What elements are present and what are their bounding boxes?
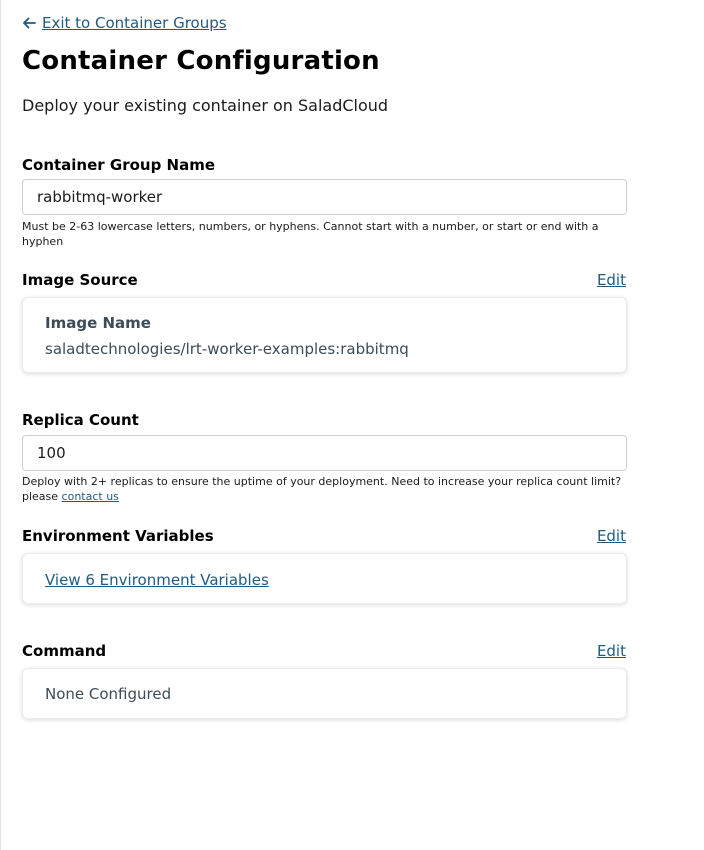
view-environment-variables-link[interactable]: View 6 Environment Variables [45, 571, 269, 589]
container-group-name-help: Must be 2-63 lowercase letters, numbers, or hyphens. Cannot start with a number, or start or end with a hyphen [22, 220, 599, 248]
replica-count-help [22, 474, 632, 504]
replica-count-help-text: Deploy with 2+ replicas to ensure the uptime of your deployment. Need to increase your replica count limit? please [22, 475, 622, 503]
command-value: None Configured [45, 685, 172, 703]
command-edit-link[interactable]: Edit [596, 642, 626, 660]
command-card [22, 668, 627, 719]
environment-variables-card [22, 553, 627, 604]
environment-variables-label: Environment Variables [22, 527, 214, 545]
environment-variables-edit-link[interactable]: Edit [596, 527, 626, 545]
image-source-card [22, 297, 627, 373]
exit-to-container-groups-link[interactable] [22, 14, 227, 32]
replica-count-input[interactable] [22, 435, 627, 471]
back-link-label[interactable]: Exit to Container Groups [42, 14, 227, 32]
container-group-name-label: Container Group Name [22, 156, 216, 174]
page-title: Container Configuration [22, 46, 380, 76]
page-subtitle: Deploy your existing container on SaladCloud [22, 96, 389, 115]
image-name-label: Image Name [45, 314, 151, 332]
image-source-label: Image Source [22, 271, 138, 289]
image-name-value: saladtechnologies/lrt-worker-examples:rabbitmq [45, 340, 409, 358]
replica-count-label: Replica Count [22, 411, 139, 429]
arrow-left-icon [22, 16, 36, 30]
contact-us-link[interactable]: contact us [61, 490, 119, 503]
command-label: Command [22, 642, 107, 660]
container-group-name-input[interactable] [22, 179, 627, 215]
image-source-edit-link[interactable]: Edit [596, 271, 626, 289]
